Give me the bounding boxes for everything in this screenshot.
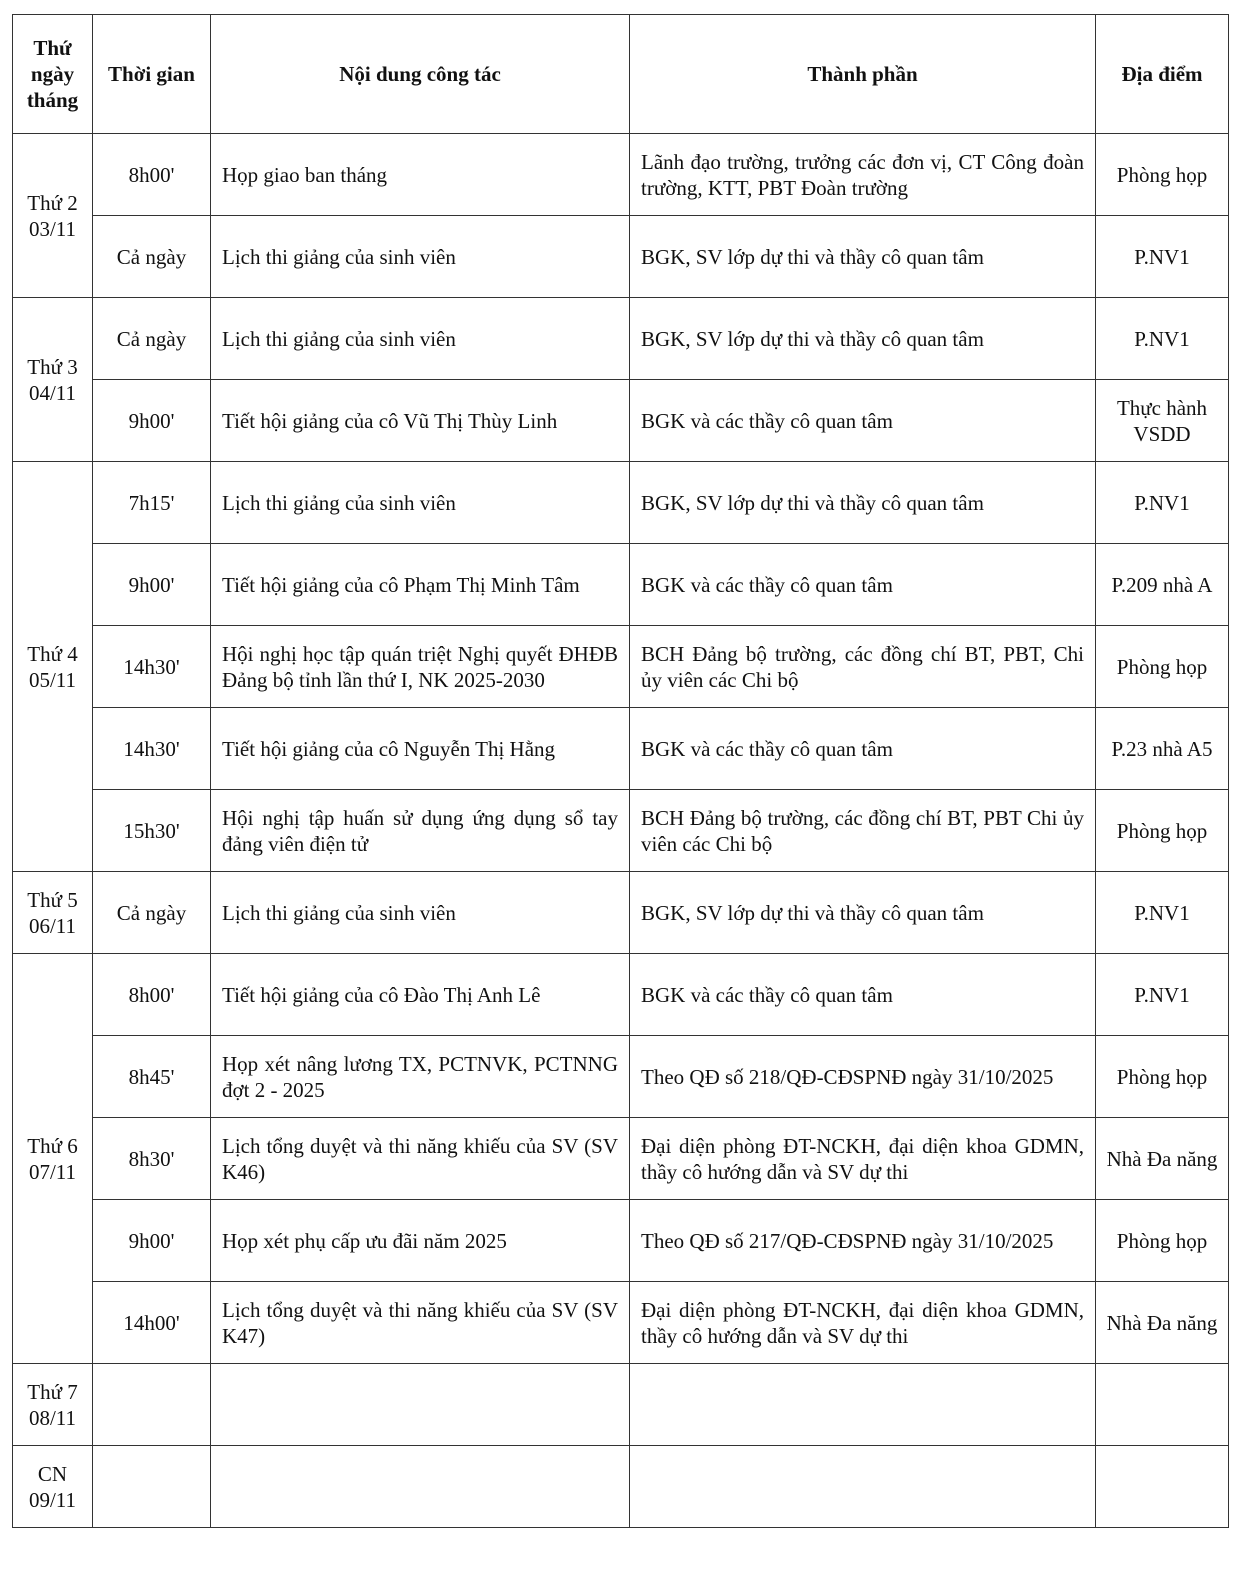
place-cell: Phòng họp [1096, 626, 1229, 708]
day-cell [13, 462, 93, 872]
table-row [13, 134, 1229, 216]
date-label: 03/11 [28, 216, 77, 241]
time-cell: Cả ngày [93, 872, 211, 954]
place-cell: Nhà Đa năng [1096, 1118, 1229, 1200]
time-cell: 14h30' [93, 626, 211, 708]
table-row [13, 708, 1229, 790]
time-cell: 8h00' [93, 134, 211, 216]
content-cell: Tiết hội giảng của cô Nguyễn Thị Hằng [211, 708, 630, 790]
table-row [13, 462, 1229, 544]
time-cell: 9h00' [93, 544, 211, 626]
place-cell: P.NV1 [1096, 954, 1229, 1036]
weekday-label: Thứ 5 [27, 887, 78, 912]
members-cell: Theo QĐ số 218/QĐ-CĐSPNĐ ngày 31/10/2025 [630, 1036, 1096, 1118]
weekday-label: Thứ 4 [27, 641, 78, 666]
members-cell: BGK, SV lớp dự thi và thầy cô quan tâm [630, 216, 1096, 298]
content-cell: Hội nghị học tập quán triệt Nghị quyết ĐHĐB Đảng bộ tỉnh lần thứ I, NK 2025-2030 [211, 626, 630, 708]
time-cell: 15h30' [93, 790, 211, 872]
table-row [13, 1200, 1229, 1282]
members-cell: BGK, SV lớp dự thi và thầy cô quan tâm [630, 462, 1096, 544]
weekday-label: Thứ 2 [27, 190, 78, 215]
table-row [13, 544, 1229, 626]
members-cell: Đại diện phòng ĐT-NCKH, đại diện khoa GDMN, thầy cô hướng dẫn và SV dự thi [630, 1118, 1096, 1200]
time-cell: 9h00' [93, 1200, 211, 1282]
header-content: Nội dung công tác [211, 15, 630, 134]
content-cell: Tiết hội giảng của cô Đào Thị Anh Lê [211, 954, 630, 1036]
members-cell: BGK và các thầy cô quan tâm [630, 954, 1096, 1036]
header-day: Thứ ngày tháng [13, 15, 93, 134]
date-label: 04/11 [28, 380, 77, 405]
place-cell: Phòng họp [1096, 1200, 1229, 1282]
date-label: 06/11 [28, 913, 77, 938]
date-label: 07/11 [28, 1159, 77, 1184]
place-cell [1096, 1364, 1229, 1446]
members-cell: BCH Đảng bộ trường, các đồng chí BT, PBT Chi ủy viên các Chi bộ [630, 790, 1096, 872]
time-cell: 8h30' [93, 1118, 211, 1200]
place-cell: Thực hành VSDD [1096, 380, 1229, 462]
day-cell [13, 1364, 93, 1446]
content-cell [211, 1364, 630, 1446]
date-label: 09/11 [28, 1487, 77, 1512]
schedule-body [13, 134, 1229, 1528]
time-cell: 7h15' [93, 462, 211, 544]
place-cell: Nhà Đa năng [1096, 1282, 1229, 1364]
time-cell: 14h30' [93, 708, 211, 790]
header-members: Thành phần [630, 15, 1096, 134]
members-cell: BCH Đảng bộ trường, các đồng chí BT, PBT, Chi ủy viên các Chi bộ [630, 626, 1096, 708]
members-cell [630, 1446, 1096, 1528]
place-cell: P.23 nhà A5 [1096, 708, 1229, 790]
weekday-label: Thứ 7 [27, 1379, 78, 1404]
weekday-label: CN [37, 1461, 68, 1486]
place-cell: P.NV1 [1096, 216, 1229, 298]
members-cell [630, 1364, 1096, 1446]
table-row [13, 872, 1229, 954]
content-cell: Tiết hội giảng của cô Phạm Thị Minh Tâm [211, 544, 630, 626]
schedule-table [12, 14, 1229, 1528]
content-cell: Hội nghị tập huấn sử dụng ứng dụng sổ tay đảng viên điện tử [211, 790, 630, 872]
time-cell: Cả ngày [93, 216, 211, 298]
table-row [13, 1446, 1229, 1528]
content-cell: Lịch tổng duyệt và thi năng khiếu của SV (SV K47) [211, 1282, 630, 1364]
content-cell: Họp xét nâng lương TX, PCTNVK, PCTNNG đợt 2 - 2025 [211, 1036, 630, 1118]
date-label: 05/11 [28, 667, 77, 692]
header-place: Địa điểm [1096, 15, 1229, 134]
table-row [13, 1364, 1229, 1446]
table-row [13, 380, 1229, 462]
content-cell: Lịch thi giảng của sinh viên [211, 298, 630, 380]
content-cell: Lịch thi giảng của sinh viên [211, 216, 630, 298]
members-cell: BGK và các thầy cô quan tâm [630, 708, 1096, 790]
content-cell: Lịch thi giảng của sinh viên [211, 462, 630, 544]
members-cell: Lãnh đạo trường, trưởng các đơn vị, CT Công đoàn trường, KTT, PBT Đoàn trường [630, 134, 1096, 216]
members-cell: BGK và các thầy cô quan tâm [630, 544, 1096, 626]
place-cell [1096, 1446, 1229, 1528]
time-cell: Cả ngày [93, 298, 211, 380]
place-cell: Phòng họp [1096, 134, 1229, 216]
content-cell: Lịch tổng duyệt và thi năng khiếu của SV (SV K46) [211, 1118, 630, 1200]
table-row [13, 790, 1229, 872]
place-cell: P.NV1 [1096, 462, 1229, 544]
content-cell: Họp xét phụ cấp ưu đãi năm 2025 [211, 1200, 630, 1282]
date-label: 08/11 [28, 1405, 77, 1430]
day-cell [13, 872, 93, 954]
time-cell: 8h00' [93, 954, 211, 1036]
day-cell [13, 1446, 93, 1528]
content-cell: Họp giao ban tháng [211, 134, 630, 216]
content-cell [211, 1446, 630, 1528]
members-cell: BGK, SV lớp dự thi và thầy cô quan tâm [630, 298, 1096, 380]
members-cell: Theo QĐ số 217/QĐ-CĐSPNĐ ngày 31/10/2025 [630, 1200, 1096, 1282]
members-cell: Đại diện phòng ĐT-NCKH, đại diện khoa GDMN, thầy cô hướng dẫn và SV dự thi [630, 1282, 1096, 1364]
place-cell: P.NV1 [1096, 872, 1229, 954]
table-row [13, 954, 1229, 1036]
table-row [13, 1118, 1229, 1200]
weekday-label: Thứ 3 [27, 354, 78, 379]
time-cell: 14h00' [93, 1282, 211, 1364]
table-row [13, 626, 1229, 708]
header-row [13, 15, 1229, 134]
content-cell: Tiết hội giảng của cô Vũ Thị Thùy Linh [211, 380, 630, 462]
place-cell: P.NV1 [1096, 298, 1229, 380]
place-cell: Phòng họp [1096, 1036, 1229, 1118]
day-cell [13, 134, 93, 298]
time-cell [93, 1364, 211, 1446]
table-row [13, 1036, 1229, 1118]
place-cell: P.209 nhà A [1096, 544, 1229, 626]
weekday-label: Thứ 6 [27, 1133, 78, 1158]
table-row [13, 298, 1229, 380]
time-cell [93, 1446, 211, 1528]
day-cell [13, 298, 93, 462]
place-cell: Phòng họp [1096, 790, 1229, 872]
header-time: Thời gian [93, 15, 211, 134]
content-cell: Lịch thi giảng của sinh viên [211, 872, 630, 954]
time-cell: 8h45' [93, 1036, 211, 1118]
table-row [13, 216, 1229, 298]
members-cell: BGK, SV lớp dự thi và thầy cô quan tâm [630, 872, 1096, 954]
members-cell: BGK và các thầy cô quan tâm [630, 380, 1096, 462]
time-cell: 9h00' [93, 380, 211, 462]
day-cell [13, 954, 93, 1364]
table-row [13, 1282, 1229, 1364]
